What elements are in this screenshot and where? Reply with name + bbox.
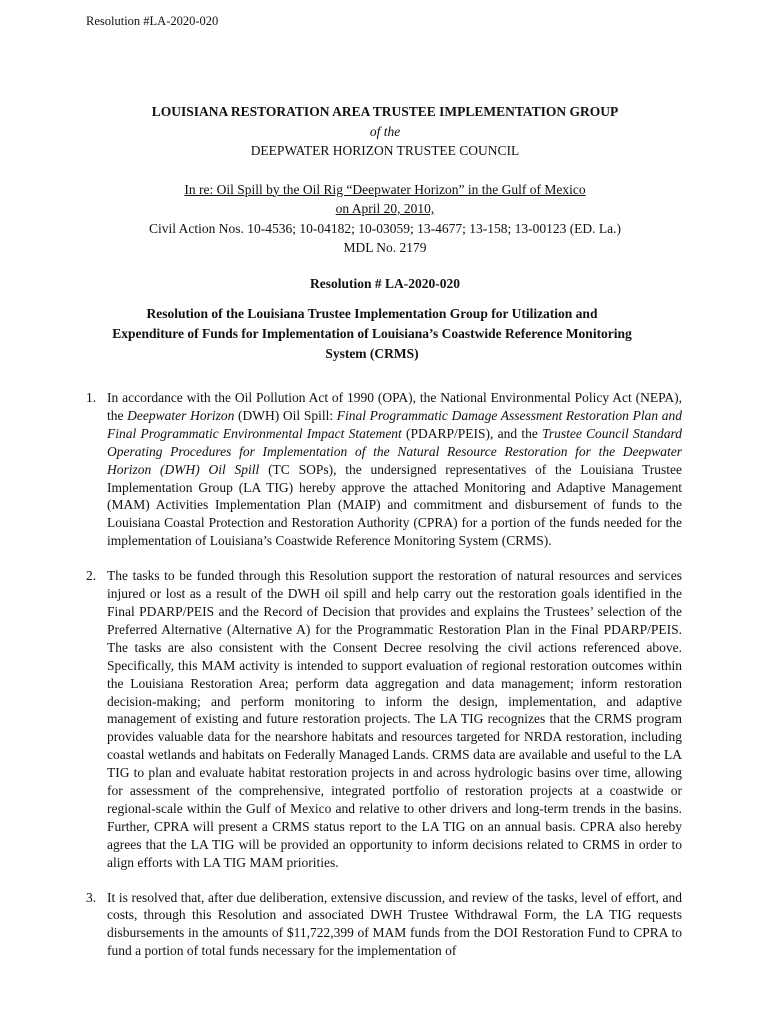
paragraph-text: (TC SOPs), the undersigned representatives of the Louisiana Trustee Implementation Group (LA TIG) hereby approve the attached Monitoring and Adaptive Management (MAM) Activities Implementation Plan (MAIP) and commitment and disbursement of funds to the Louisiana Coastal Protection and Restoration Authority (CPRA) for a portion of the funds needed for the implementation of Louisiana’s Coastwide Reference Monitoring System (CRMS). — [107, 461, 682, 549]
paragraph-italic-text: Trustee Council Standard Operating Procedures for Implementation of the Natural Resource Restoration for the Deepwater Horizon (DWH) Oil Spill — [107, 425, 682, 477]
case-caption — [0, 180, 770, 258]
running-header: Resolution #LA-2020-020 — [86, 14, 219, 28]
paragraph-italic-text: Deepwater Horizon — [127, 407, 235, 423]
title-block — [0, 102, 770, 258]
paragraph-italic-text: Final Programmatic Damage Assessment Restoration Plan and Final Programmatic Environmental Impact Statement — [107, 407, 683, 441]
paragraph-number: 2. — [86, 568, 97, 584]
resolution-title: Resolution of the Louisiana Trustee Implementation Group for Utilization and Expenditure of Funds for Implementation of Louisiana’s Coastwide Reference Monitoring System (CRMS) — [112, 306, 632, 361]
paragraph-text: The tasks to be funded through this Resolution support the restoration of natural resources and services injured or lost as a result of the DWH oil spill and help carry out the restoration goals identified in the Final PDARP/PEIS and the Record of Decision that provides and explains the Trustees’ selection of the Preferred Alternative (Alternative A) for the Programmatic Restoration Plan in the Final PDARP/PEIS. The tasks are also consistent with the Consent Decree resolving the civil actions referenced above. Specifically, this MAM activity is intended to support evaluation of regional restoration outcomes within the Louisiana Restoration Area; perform data aggregation and data management; inform restoration decision-making; and perform monitoring to inform the design, implementation, and adaptive management of existing and future restoration projects. The LA TIG recognizes that the CRMS program provides valuable data for the nearshore habitats and resources targeted for NRDA restoration, including coastal wetlands and habitats on Federally Managed Lands. CRMS data are available and useful to the LA TIG to plan and evaluate habitat restoration projects in and across hydrologic basins over time, allowing for assessment of the comprehensive, integrated portfolio of restoration projects at a coastwide or regional-scale within the Gulf of Mexico and relative to other drivers and long-term trends in the basins. Further, CPRA will present a CRMS status report to the LA TIG on an annual basis. CPRA also hereby agrees that the LA TIG will be provided an opportunity to inform decisions related to CRMS in order to align efforts with LA TIG MAM priorities. — [107, 568, 682, 870]
mdl-line: MDL No. 2179 — [343, 240, 427, 255]
paragraph-text: In accordance with the Oil Pollution Act of 1990 (OPA), the National Environmental Policy Act (NEPA), the — [107, 390, 682, 423]
paragraph-1 — [86, 389, 682, 550]
paragraph-2 — [86, 567, 682, 871]
numbered-paragraphs — [86, 389, 682, 977]
resolution-number: Resolution # LA-2020-020 — [309, 276, 460, 291]
paragraph-text: It is resolved that, after due deliberation, extensive discussion, and review of the tasks, level of effort, and costs, through this Resolution and associated DWH Trustee Withdrawal Form, the LA TIG requests disbursements in the amounts of $11,722,399 of MAM funds from the DOI Restoration Fund to CPRA to fund a portion of total funds necessary for the implementation of — [107, 889, 682, 959]
of-the-line: of the — [369, 123, 401, 139]
group-name: LOUISIANA RESTORATION AREA TRUSTEE IMPLEMENTATION GROUP — [151, 104, 619, 119]
paragraph-number: 3. — [86, 889, 97, 905]
paragraph-text: (PDARP/PEIS), and the — [401, 425, 543, 441]
paragraph-3 — [86, 889, 682, 961]
in-re-line: In re: Oil Spill by the Oil Rig “Deepwater Horizon” in the Gulf of Mexico — [184, 181, 586, 197]
council-name: DEEPWATER HORIZON TRUSTEE COUNCIL — [250, 143, 520, 158]
civil-action-line: Civil Action Nos. 10-4536; 10-04182; 10-03059; 13-4677; 13-158; 13-00123 (ED. La.) — [148, 220, 622, 236]
paragraph-text: (DWH) Oil Spill: — [234, 407, 337, 423]
paragraph-number: 1. — [86, 390, 97, 405]
incident-date-line: on April 20, 2010, — [335, 201, 435, 216]
